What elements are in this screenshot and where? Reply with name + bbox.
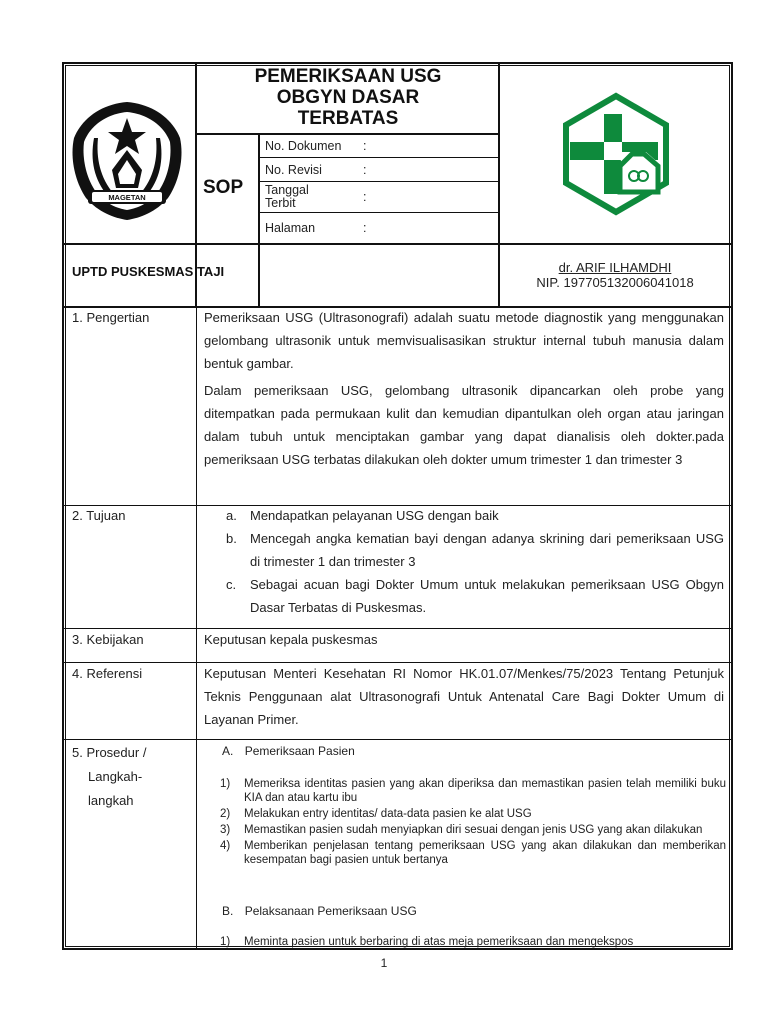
subheading-marker: B. xyxy=(222,904,234,918)
list-marker: 3) xyxy=(220,824,231,836)
list-item xyxy=(220,935,726,949)
prosedur-label-line-1: 5. Prosedur / xyxy=(72,745,147,760)
pengertian-paragraph-1: Pemeriksaan USG (Ultrasonografi) adalah suatu metode diagnostik yang menggunakan gelombang ultrasonik untuk memvisualisasikan struktur internal tubuh manusia dalam bentuk gambar. xyxy=(204,310,724,371)
title-line-3: TERBATAS xyxy=(297,108,399,129)
prosedur-steps-b xyxy=(220,935,726,949)
kebijakan-text: Keputusan kepala puskesmas xyxy=(204,632,378,647)
signer-name: dr. ARIF ILHAMDHI xyxy=(558,260,672,275)
field-halaman xyxy=(265,222,495,235)
meta-divider-1 xyxy=(258,157,500,158)
title-line-1: PEMERIKSAAN USG xyxy=(254,66,442,87)
list-item xyxy=(226,527,724,573)
list-text: Mencegah angka kematian bayi dengan adanya skrining dari pemeriksaan USG di trimester 1 dan trimester 3 xyxy=(250,531,724,569)
pengertian-paragraph-2: Dalam pemeriksaan USG, gelombang ultrasonik dipancarkan oleh probe yang ditempatkan pada permukaan kulit dan kemudian dipantulkan oleh organ atau jaringan dalam tubuh untuk menciptakan gambar yang dapat dianalisis oleh dokter.pada pemeriksaan USG terbatas dilakukan oleh dokter umum trimester 1 dan trimester 3 xyxy=(204,383,724,467)
field-label: Tanggal Terbit xyxy=(265,183,309,210)
list-text: Memberikan penjelasan tentang pemeriksaan USG yang akan dilakukan dan memberikan kesempatan bagi pasien untuk bertanya xyxy=(244,840,726,866)
list-item xyxy=(220,839,726,867)
section-label-pengertian: 1. Pengertian xyxy=(72,310,150,325)
list-text: Sebagai acuan bagi Dokter Umum untuk melakukan pemeriksaan USG Obgyn Dasar Terbatas di Puskesmas. xyxy=(250,577,724,615)
section-label-tujuan: 2. Tujuan xyxy=(72,508,126,523)
list-text: Memastikan pasien sudah menyiapkan diri sesuai dengan jenis USG yang akan dilakukan xyxy=(244,824,703,836)
prosedur-label-line-2: Langkah- xyxy=(88,769,143,784)
list-text: Melakukan entry identitas/ data-data pasien ke alat USG xyxy=(244,808,532,820)
field-label: Halaman xyxy=(265,221,316,235)
list-item xyxy=(220,807,726,821)
subheading-title: Pemeriksaan Pasien xyxy=(244,744,355,758)
list-text: Memeriksa identitas pasien yang akan diperiksa dan memastikan pasien telah memiliki buku KIA dan atau kartu ibu xyxy=(244,778,726,804)
field-label: No. Revisi xyxy=(265,163,322,177)
title-divider xyxy=(195,133,500,135)
list-marker: 2) xyxy=(220,808,231,820)
section-label-kebijakan: 3. Kebijakan xyxy=(72,632,144,647)
list-item xyxy=(220,823,726,837)
list-marker: c. xyxy=(226,577,237,592)
signer-block xyxy=(500,260,730,290)
page-number: 1 xyxy=(380,956,388,970)
field-tanggal-terbit xyxy=(265,184,495,210)
subheading-title: Pelaksanaan Pemeriksaan USG xyxy=(244,904,417,918)
signer-nip: NIP. 197705132006041018 xyxy=(536,275,694,290)
prosedur-label-line-3: langkah xyxy=(88,793,134,808)
puskesmas-logo xyxy=(554,92,678,216)
meta-divider-3 xyxy=(258,212,500,213)
row-divider-4 xyxy=(64,739,733,740)
subheading-marker: A. xyxy=(222,744,234,758)
prosedur-steps-a xyxy=(220,777,726,867)
header-divider-v3 xyxy=(258,135,260,308)
prosedur-subheading-a xyxy=(222,744,355,758)
regency-emblem-logo xyxy=(68,98,186,222)
list-text: Mendapatkan pelayanan USG dengan baik xyxy=(250,508,499,523)
list-marker: 1) xyxy=(220,778,231,790)
field-separator: : xyxy=(363,139,367,153)
list-item xyxy=(226,573,724,619)
header-bottom-1 xyxy=(64,243,733,245)
field-no-revisi xyxy=(265,164,495,177)
list-marker: 1) xyxy=(220,936,231,948)
list-marker: a. xyxy=(226,508,237,523)
list-item xyxy=(226,504,724,527)
list-marker: b. xyxy=(226,531,237,546)
title-line-2: OBGYN DASAR xyxy=(276,87,420,108)
institution-name: UPTD PUSKESMAS TAJI xyxy=(72,264,225,279)
field-no-dokumen xyxy=(265,140,495,153)
field-label: No. Dokumen xyxy=(265,139,342,153)
body-divider-v xyxy=(196,308,197,950)
meta-divider-2 xyxy=(258,181,500,182)
list-item xyxy=(220,777,726,805)
list-text: Meminta pasien untuk berbaring di atas meja pemeriksaan dan mengekspos xyxy=(244,936,634,948)
field-separator: : xyxy=(363,190,367,204)
field-separator: : xyxy=(363,163,367,177)
emblem-banner-text: MAGETAN xyxy=(108,193,146,202)
document-title xyxy=(198,66,498,129)
sop-label: SOP xyxy=(203,177,244,198)
list-marker: 4) xyxy=(220,840,231,852)
tujuan-list xyxy=(226,504,724,619)
section-label-referensi: 4. Referensi xyxy=(72,666,143,681)
section-label-prosedur xyxy=(72,741,146,813)
prosedur-subheading-b xyxy=(222,904,417,918)
field-separator: : xyxy=(363,221,367,235)
referensi-text: Keputusan Menteri Kesehatan RI Nomor HK.01.07/Menkes/75/2023 Tentang Petunjuk Teknis Penggunaan alat Ultrasonografi Untuk Antenatal Care Bagi Dokter Umum di Layanan Primer. xyxy=(204,666,724,727)
